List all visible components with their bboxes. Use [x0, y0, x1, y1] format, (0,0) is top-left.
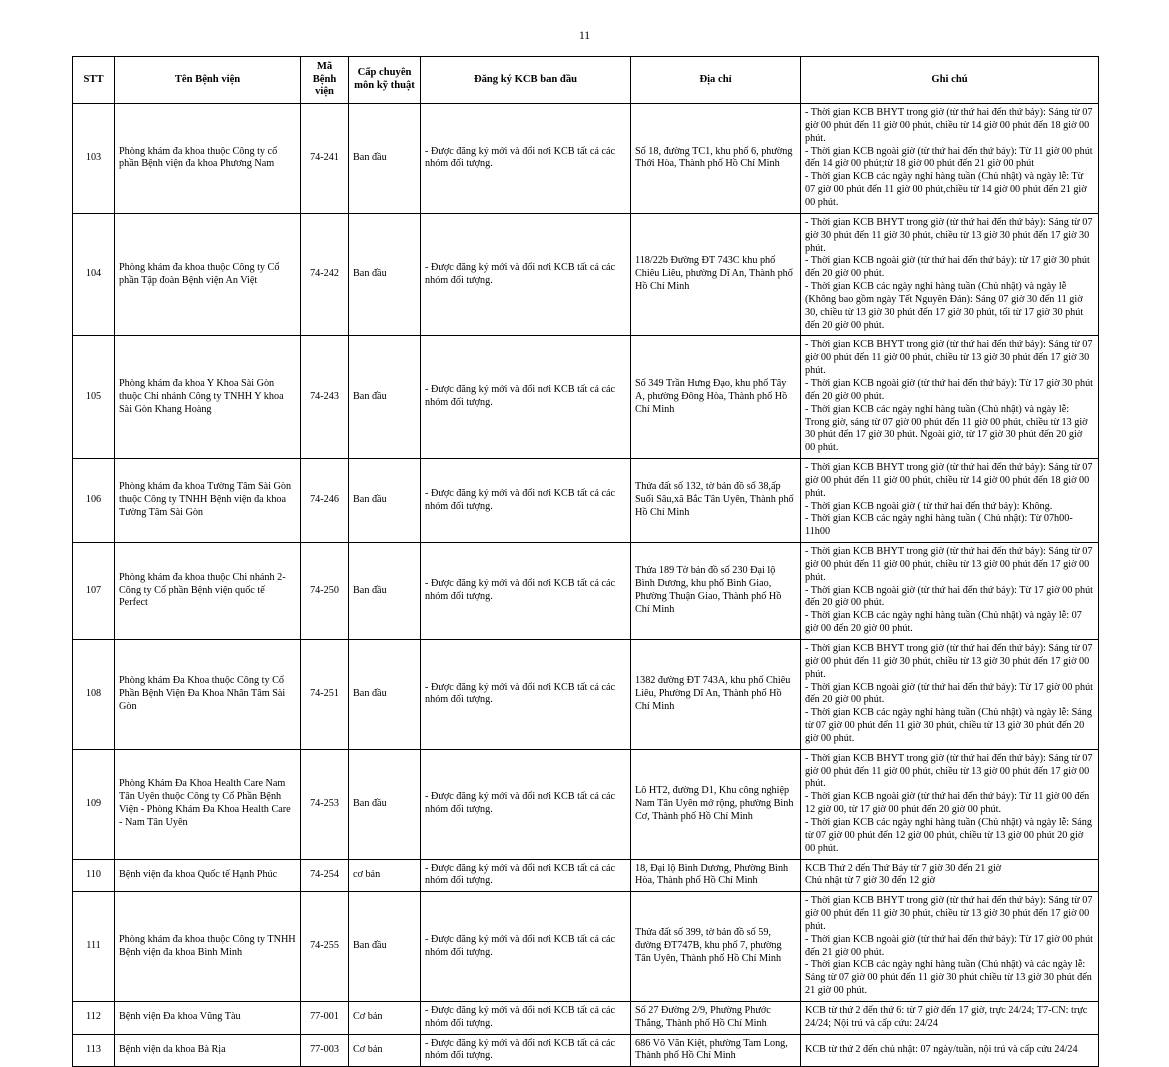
cell-initial-registration: - Được đăng ký mới và đổi nơi KCB tất cả các nhóm đối tượng. — [421, 336, 631, 459]
cell-address: 1382 đường ĐT 743A, khu phố Chiêu Liêu, Phường Dĩ An, Thành phố Hồ Chí Minh — [631, 640, 801, 750]
table-row — [73, 213, 1099, 336]
note-line: - Thời gian KCB ngoài giờ ( từ thứ hai đến thứ bảy): Không. — [805, 500, 1053, 512]
note-line: KCB từ thứ 2 đến thứ 6: từ 7 giờ đến 17 giờ, trực 24/24; T7-CN: trực 24/24; Nội trú và cấp cứu: 24/24 — [805, 1004, 1088, 1029]
cell-notes — [801, 459, 1099, 543]
cell-hospital-code: 74-254 — [301, 859, 349, 892]
cell-hospital-code: 74-250 — [301, 543, 349, 640]
cell-address: Thửa 189 Tờ bản đồ số 230 Đại lộ Bình Dương, khu phố Bình Giao, Phường Thuận Giao, Thành phố Hồ Chí Minh — [631, 543, 801, 640]
table-header-row — [73, 57, 1099, 104]
cell-stt: 107 — [73, 543, 115, 640]
cell-technical-level: Cơ bản — [349, 1001, 421, 1034]
cell-stt: 110 — [73, 859, 115, 892]
cell-hospital-code: 77-003 — [301, 1034, 349, 1067]
cell-technical-level: Ban đầu — [349, 104, 421, 214]
cell-address: Số 27 Đường 2/9, Phường Phước Thắng, Thành phố Hồ Chí Minh — [631, 1001, 801, 1034]
cell-hospital-name: Phòng khám đa khoa Y Khoa Sài Gòn thuộc Chi nhánh Công ty TNHH Y khoa Sài Gòn Khang Hoàng — [115, 336, 301, 459]
cell-stt: 108 — [73, 640, 115, 750]
note-line: - Thời gian KCB các ngày nghỉ hàng tuần ( Chủ nhật): Từ 07h00-11h00 — [805, 513, 1073, 538]
cell-hospital-code: 77-001 — [301, 1001, 349, 1034]
note-line: - Thời gian KCB các ngày nghỉ hàng tuần (Chủ nhật) và ngày lễ: Sáng từ 07 giờ 00 phút đến 11 giờ 30 phút, chiều từ 13 giờ 30 phút đến 20 giờ 00 phút. — [805, 707, 1092, 744]
cell-address: Số 349 Trần Hưng Đạo, khu phố Tây A, phường Đông Hòa, Thành phố Hồ Chí Minh — [631, 336, 801, 459]
note-line: - Thời gian KCB ngoài giờ (từ thứ hai đến thứ bảy): Từ 11 giờ 00 phút đến 14 giờ 00 phút;từ 18 giờ 00 phút đến 21 giờ 00 phút — [805, 145, 1093, 170]
note-line: - Thời gian KCB ngoài giờ (từ thứ hai đến thứ bảy): Từ 11 giờ 00 đến 12 giờ 00, từ 17 giờ 00 phút đến 20 giờ 00 phút. — [805, 791, 1090, 816]
note-line: - Thời gian KCB các ngày nghỉ hàng tuần (Chủ nhật) và các ngày lễ: Sáng từ 07 giờ 00 phút đến 11 giờ 30 phút chiều từ 13 giờ 30 phút đến 21 giờ 00 phút. — [805, 959, 1092, 997]
note-line: - Thời gian KCB BHYT trong giờ (từ thứ hai đến thứ bảy): Sáng từ 07 giờ 00 phút đến 11 giờ 00 phút, chiều từ 13 giờ 00 phút đến 17 giờ 00 phút. — [805, 752, 1093, 790]
cell-hospital-code: 74-246 — [301, 459, 349, 543]
column-header-hospital-code: Mã Bệnh viện — [301, 57, 349, 104]
note-line: - Thời gian KCB BHYT trong giờ (từ thứ hai đến thứ bảy): Sáng từ 07 giờ 00 phút đến 11 giờ 30 phút, chiều từ 13 giờ 30 phút đến 17 giờ 00 phút. — [805, 643, 1093, 680]
cell-hospital-name: Bệnh viện đa khoa Quốc tế Hạnh Phúc — [115, 859, 301, 892]
cell-initial-registration: - Được đăng ký mới và đổi nơi KCB tất cả các nhóm đối tượng. — [421, 213, 631, 336]
cell-initial-registration: - Được đăng ký mới và đổi nơi KCB tất cả các nhóm đối tượng. — [421, 892, 631, 1002]
table-row — [73, 640, 1099, 750]
cell-address: Lô HT2, đường D1, Khu công nghiệp Nam Tân Uyên mở rộng, phường Bình Cơ, Thành phố Hồ Chí Minh — [631, 749, 801, 859]
cell-hospital-name: Bệnh viện da khoa Bà Rịa — [115, 1034, 301, 1067]
cell-stt: 104 — [73, 213, 115, 336]
note-line: - Thời gian KCB BHYT trong giờ (từ thứ hai đến thứ bảy): Sáng từ 07 giờ 00 phút đến 11 giờ 00 phút, chiều từ 13 giờ 00 phút đến 17 giờ 00 phút. — [805, 546, 1093, 583]
cell-hospital-name: Phòng khám đa khoa Tường Tâm Sài Gòn thuộc Công ty TNHH Bệnh viện đa khoa Tường Tâm Sài Gòn — [115, 459, 301, 543]
column-header-address: Địa chỉ — [631, 57, 801, 104]
table-body — [73, 104, 1099, 1067]
cell-technical-level: Ban đầu — [349, 640, 421, 750]
cell-address: Số 18, đường TC1, khu phố 6, phường Thới Hòa, Thành phố Hồ Chí Minh — [631, 104, 801, 214]
note-line: - Thời gian KCB BHYT trong giờ (từ thứ hai đến thứ bảy): Sáng từ 07 giờ 00 phút đến 11 giờ 00 phút, chiều từ 14 giờ 00 phút đến 18 giờ 00 phút. — [805, 107, 1093, 144]
cell-technical-level: cơ bản — [349, 859, 421, 892]
cell-hospital-name: Phòng Khám Đa Khoa Health Care Nam Tân Uyên thuộc Công ty Cổ Phần Bệnh Viện - Phòng Khám Đa Khoa Health Care - Nam Tân Uyên — [115, 749, 301, 859]
note-line: - Thời gian KCB BHYT trong giờ (từ thứ hai đến thứ bảy): Sáng từ 07 giờ 00 phút đến 11 giờ 30 phút, chiều từ 13 giờ 30 phút đến 17 giờ 00 phút. — [805, 895, 1093, 932]
note-line: - Thời gian KCB ngoài giờ (từ thứ hai đến thứ bảy): từ 17 giờ 30 phút đến 20 giờ 00 phút. — [805, 255, 1090, 280]
column-header-hospital-name: Tên Bệnh viện — [115, 57, 301, 104]
note-line: KCB từ thứ 2 đến chủ nhật: 07 ngày/tuần, nội trú và cấp cứu 24/24 — [805, 1044, 1078, 1056]
cell-hospital-name: Phòng khám đa khoa thuộc Công ty cổ phần Bệnh viện đa khoa Phương Nam — [115, 104, 301, 214]
cell-hospital-code: 74-241 — [301, 104, 349, 214]
table-row — [73, 543, 1099, 640]
cell-hospital-name: Phòng khám Đa Khoa thuộc Công ty Cổ Phần Bệnh Viện Đa Khoa Nhân Tâm Sài Gòn — [115, 640, 301, 750]
cell-hospital-name: Phòng khám đa khoa thuộc Công ty Cổ phần Tập đoàn Bệnh viện An Việt — [115, 213, 301, 336]
note-line: - Thời gian KCB BHYT trong giờ (từ thứ hai đến thứ bảy): Sáng từ 07 giờ 00 phút đến 11 giờ 00 phút, chiều từ 14 giờ 00 phút đến 18 giờ 00 phút. — [805, 462, 1093, 499]
cell-notes — [801, 859, 1099, 892]
cell-notes — [801, 1034, 1099, 1067]
cell-initial-registration: - Được đăng ký mới và đổi nơi KCB tất cả các nhóm đối tượng. — [421, 1034, 631, 1067]
cell-stt: 113 — [73, 1034, 115, 1067]
table-row — [73, 459, 1099, 543]
cell-address: Thửa đất số 132, tờ bản đồ số 38,ấp Suối Sâu,xã Bắc Tân Uyên, Thành phố Hồ Chí Minh — [631, 459, 801, 543]
table-row — [73, 859, 1099, 892]
cell-initial-registration: - Được đăng ký mới và đổi nơi KCB tất cả các nhóm đối tượng. — [421, 1001, 631, 1034]
table-row — [73, 892, 1099, 1002]
note-line: - Thời gian KCB các ngày nghỉ hàng tuần (Chủ nhật) và ngày lễ: Trong giờ, sáng từ 07 giờ 00 phút đến 11 giờ 00 phút, chiều từ 13 giờ 30 phút đến 17 giờ 30 phút. Ngoài giờ, từ 17 giờ 30 phút đến 20 giờ 00 phút. — [805, 403, 1088, 454]
cell-stt: 105 — [73, 336, 115, 459]
cell-stt: 112 — [73, 1001, 115, 1034]
table-row — [73, 336, 1099, 459]
note-line: - Thời gian KCB ngoài giờ (từ thứ hai đến thứ bảy): Từ 17 giờ 00 phút đến 20 giờ 00 phút. — [805, 584, 1094, 609]
cell-notes — [801, 543, 1099, 640]
cell-technical-level: Ban đầu — [349, 543, 421, 640]
cell-hospital-name: Bệnh viện Đa khoa Vũng Tàu — [115, 1001, 301, 1034]
note-line: - Thời gian KCB ngoài giờ (từ thứ hai đến thứ bảy): Từ 17 giờ 30 phút đến 20 giờ 00 phút. — [805, 377, 1094, 402]
cell-technical-level: Ban đầu — [349, 749, 421, 859]
cell-technical-level: Ban đầu — [349, 892, 421, 1002]
column-header-initial-registration: Đăng ký KCB ban đầu — [421, 57, 631, 104]
cell-initial-registration: - Được đăng ký mới và đổi nơi KCB tất cả các nhóm đối tượng. — [421, 543, 631, 640]
cell-technical-level: Ban đầu — [349, 213, 421, 336]
column-header-technical-level: Cấp chuyên môn kỹ thuật — [349, 57, 421, 104]
column-header-stt: STT — [73, 57, 115, 104]
note-line: - Thời gian KCB BHYT trong giờ (từ thứ hai đến thứ bảy): Sáng từ 07 giờ 30 phút đến 11 giờ 30 phút, chiều từ 13 giờ 30 phút đến 17 giờ 30 phút. — [805, 216, 1093, 254]
note-line: - Thời gian KCB ngoài giờ (từ thứ hai đến thứ bảy): Từ 17 giờ 00 phút đến 20 giờ 00 phút. — [805, 681, 1094, 706]
cell-notes — [801, 892, 1099, 1002]
table-row — [73, 104, 1099, 214]
cell-hospital-code: 74-243 — [301, 336, 349, 459]
cell-initial-registration: - Được đăng ký mới và đổi nơi KCB tất cả các nhóm đối tượng. — [421, 859, 631, 892]
cell-address: 686 Võ Văn Kiệt, phường Tam Long, Thành phố Hồ Chí Minh — [631, 1034, 801, 1067]
cell-stt: 106 — [73, 459, 115, 543]
note-line: - Thời gian KCB các ngày nghỉ hàng tuần (Chủ nhật) và ngày lễ: 07 giờ 00 đến 20 giờ 00 phút. — [805, 610, 1082, 635]
cell-hospital-code: 74-251 — [301, 640, 349, 750]
cell-initial-registration: - Được đăng ký mới và đổi nơi KCB tất cả các nhóm đối tượng. — [421, 640, 631, 750]
cell-notes — [801, 1001, 1099, 1034]
cell-hospital-name: Phòng khám đa khoa thuộc Chi nhánh 2- Công ty Cổ phần Bệnh viện quốc tế Perfect — [115, 543, 301, 640]
cell-notes — [801, 336, 1099, 459]
cell-address: 118/22b Đường ĐT 743C khu phố Chiêu Liêu, phường Dĩ An, Thành phố Hồ Chí Minh — [631, 213, 801, 336]
cell-initial-registration: - Được đăng ký mới và đổi nơi KCB tất cả các nhóm đối tượng. — [421, 104, 631, 214]
hospital-registration-table — [72, 56, 1099, 1067]
cell-technical-level: Cơ bản — [349, 1034, 421, 1067]
cell-notes — [801, 213, 1099, 336]
cell-stt: 111 — [73, 892, 115, 1002]
table-row — [73, 1001, 1099, 1034]
cell-initial-registration: - Được đăng ký mới và đổi nơi KCB tất cả các nhóm đối tượng. — [421, 459, 631, 543]
cell-stt: 109 — [73, 749, 115, 859]
cell-hospital-name: Phòng khám đa khoa thuộc Công ty TNHH Bệnh viện đa khoa Bình Minh — [115, 892, 301, 1002]
note-line: - Thời gian KCB các ngày nghỉ hàng tuần (Chủ nhật) và ngày lễ: Sáng từ 07 giờ 00 phút đến 12 giờ 00 phút, chiều từ 13 giờ 00 phút 20 giờ 00 phút. — [805, 816, 1092, 854]
cell-initial-registration: - Được đăng ký mới và đổi nơi KCB tất cả các nhóm đối tượng. — [421, 749, 631, 859]
cell-notes — [801, 104, 1099, 214]
column-header-notes: Ghi chú — [801, 57, 1099, 104]
note-line: - Thời gian KCB các ngày nghỉ hàng tuần (Chủ nhật) và ngày lễ: Từ 07 giờ 00 phút đến 11 giờ 00 phút,chiều từ 14 giờ 00 phút đến 21 giờ 00 phút. — [805, 171, 1087, 209]
cell-notes — [801, 640, 1099, 750]
note-line: KCB Thứ 2 đến Thứ Bảy từ 7 giờ 30 đến 21 giờ — [805, 862, 1002, 874]
table-row — [73, 1034, 1099, 1067]
page-number: 11 — [578, 30, 591, 42]
cell-hospital-code: 74-242 — [301, 213, 349, 336]
cell-notes — [801, 749, 1099, 859]
cell-hospital-code: 74-255 — [301, 892, 349, 1002]
note-line: Chủ nhật từ 7 giờ 30 đến 12 giờ — [805, 875, 936, 887]
cell-technical-level: Ban đầu — [349, 336, 421, 459]
cell-hospital-code: 74-253 — [301, 749, 349, 859]
note-line: - Thời gian KCB BHYT trong giờ (từ thứ hai đến thứ bảy): Sáng từ 07 giờ 00 phút đến 11 giờ 00 phút, chiều từ 13 giờ 30 phút đến 17 giờ 30 phút. — [805, 339, 1093, 377]
cell-address: 18, Đại lộ Bình Dương, Phường Bình Hòa, Thành phố Hồ Chí Minh — [631, 859, 801, 892]
cell-address: Thửa đất số 399, tờ bản đồ số 59, đường ĐT747B, khu phố 7, phường Tân Uyên, Thành phố Hồ Chí Minh — [631, 892, 801, 1002]
table-header — [73, 57, 1099, 104]
note-line: - Thời gian KCB ngoài giờ (từ thứ hai đến thứ bảy): Từ 17 giờ 00 phút đến 21 giờ 00 phút. — [805, 933, 1094, 958]
table-row — [73, 749, 1099, 859]
cell-technical-level: Ban đầu — [349, 459, 421, 543]
cell-stt: 103 — [73, 104, 115, 214]
hospital-registration-table-wrapper — [72, 56, 1098, 1067]
note-line: - Thời gian KCB các ngày nghỉ hàng tuần (Chủ nhật) và ngày lễ (Không bao gồm ngày Tết Nguyên Đán): Sáng 07 giờ 30 đến 11 giờ 30, chiều từ 13 giờ 30 phút đến 17 giờ 30 phút, tối từ 17 giờ 30 phút đến 20 giờ 00 phút. — [805, 281, 1084, 331]
